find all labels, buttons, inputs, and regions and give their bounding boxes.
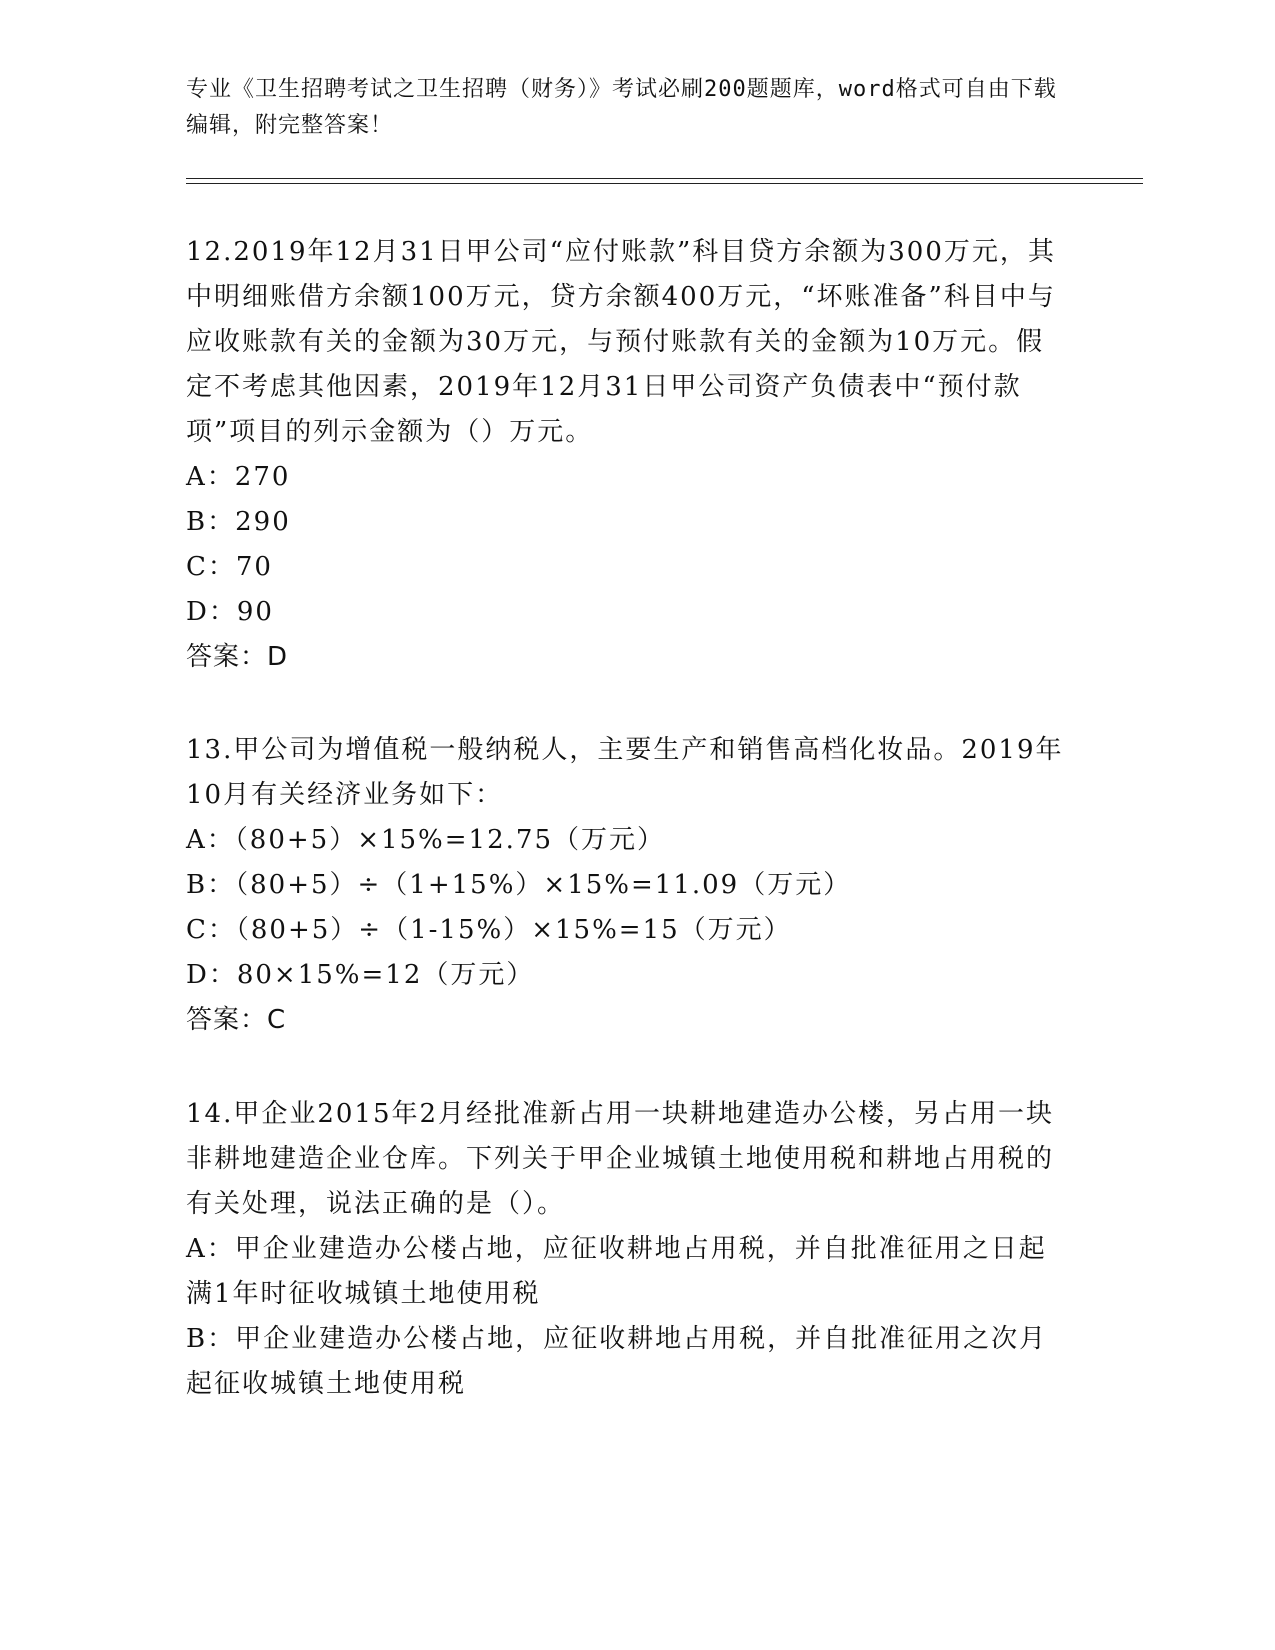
answer: 答案：C: [186, 1005, 287, 1035]
question-14: [186, 1092, 1066, 1407]
question-stem: 12.2019年12月31日甲公司“应付账款”科目贷方余额为300万元，其中明细账借方余额100万元，贷方余额400万元，“坏账准备”科目中与应收账款有关的金额为30万元，与预付账款有关的金额为10万元。假定不考虑其他因素，2019年12月31日甲公司资产负债表中“预付款项”项目的列示金额为（）万元。: [186, 237, 1056, 447]
option-c: C：（80+5）÷（1-15%）×15%=15（万元）: [186, 915, 792, 945]
answer: 答案：D: [186, 642, 289, 672]
question-12: [186, 230, 1066, 680]
option-a: A：甲企业建造办公楼占地，应征收耕地占用税，并自批准征用之日起满1年时征收城镇土地使用税: [186, 1234, 1047, 1309]
question-13: [186, 728, 1066, 1043]
option-b: B：290: [186, 507, 291, 537]
document-header: 专业《卫生招聘考试之卫生招聘（财务）》考试必刷200题题库，word格式可自由下载编辑，附完整答案！: [186, 77, 1057, 138]
option-a: A：270: [186, 462, 291, 492]
option-d: D：90: [186, 597, 274, 627]
question-stem: 13.甲公司为增值税一般纳税人，主要生产和销售高档化妆品。2019年10月有关经济业务如下：: [186, 735, 1064, 810]
header-divider-top: [186, 178, 1143, 179]
option-b: B：甲企业建造办公楼占地，应征收耕地占用税，并自批准征用之次月起征收城镇土地使用税: [186, 1324, 1048, 1399]
question-stem: 14.甲企业2015年2月经批准新占用一块耕地建造办公楼，另占用一块非耕地建造企业仓库。下列关于甲企业城镇土地使用税和耕地占用税的有关处理，说法正确的是（）。: [186, 1099, 1055, 1219]
header-divider-bottom: [186, 183, 1143, 184]
option-b: B：（80+5）÷（1+15%）×15%=11.09（万元）: [186, 870, 852, 900]
option-a: A：（80+5）×15%=12.75（万元）: [186, 825, 665, 855]
option-c: C：70: [186, 552, 273, 582]
option-d: D：80×15%=12（万元）: [186, 960, 535, 990]
